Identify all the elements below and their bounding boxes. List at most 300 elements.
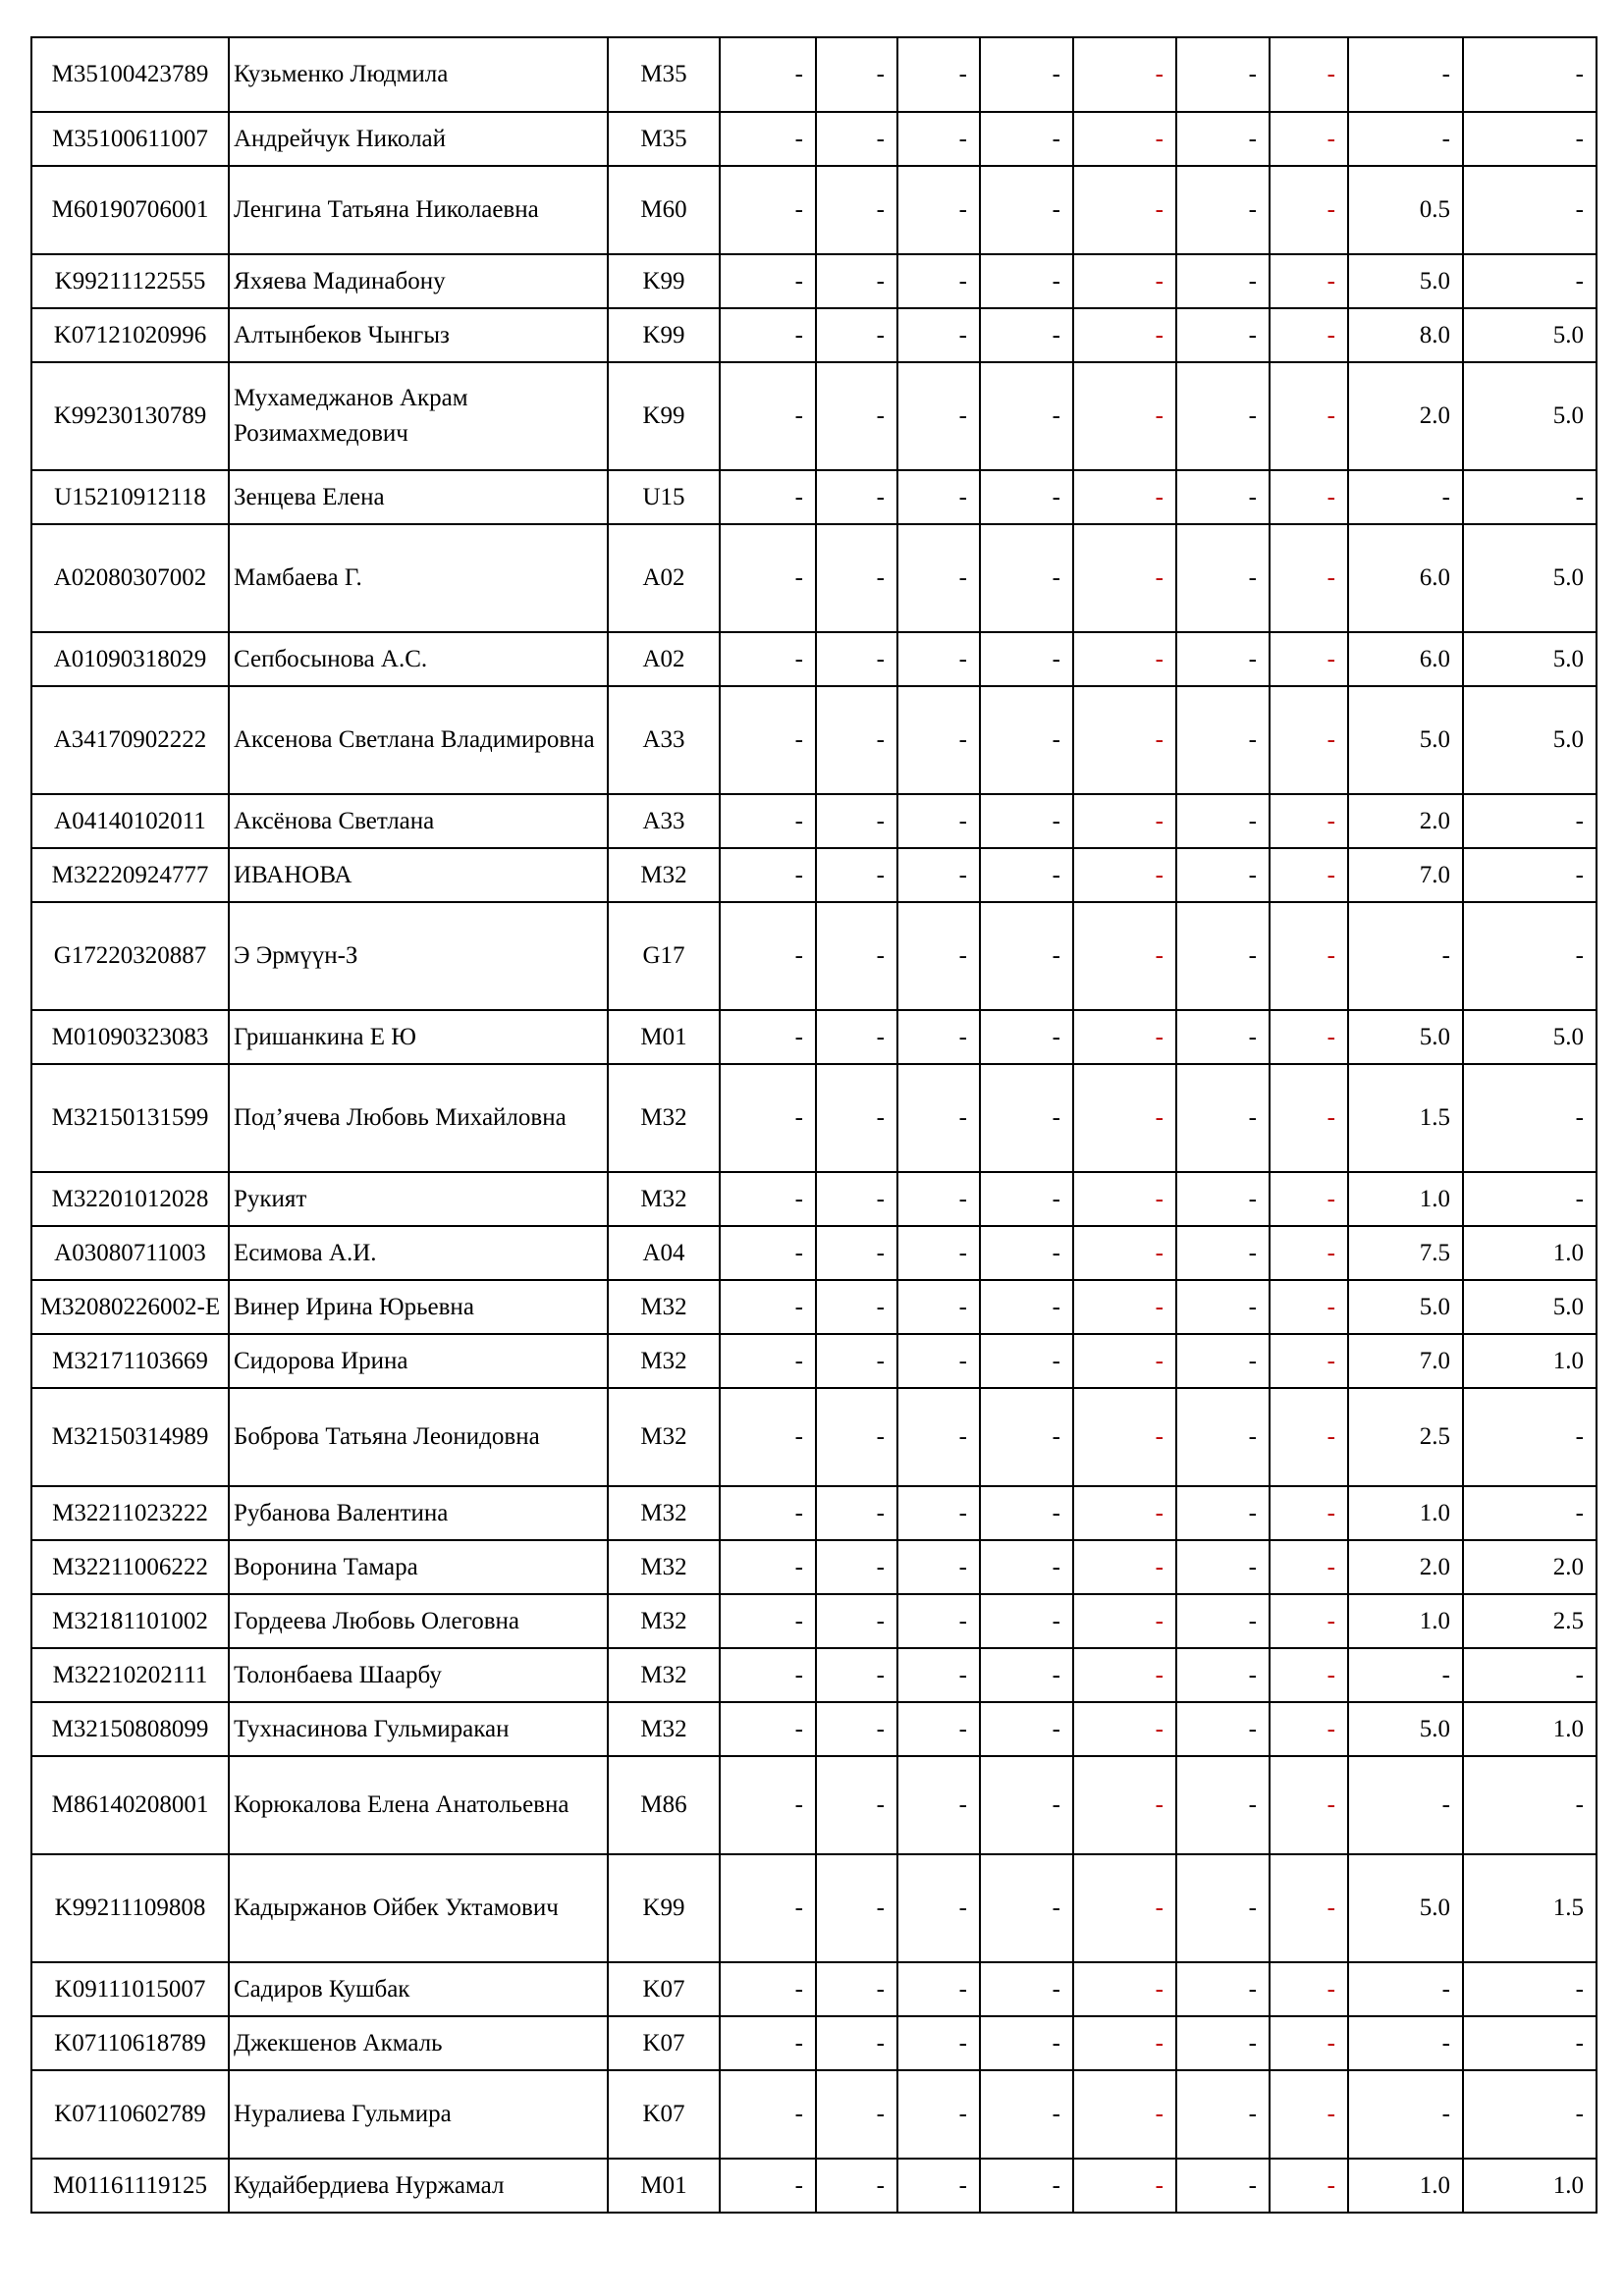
participant-id-cell: G17220320887	[31, 902, 229, 1010]
group-code-cell: K99	[608, 362, 720, 470]
score-cell: -	[816, 848, 897, 902]
participant-id-cell: M01090323083	[31, 1010, 229, 1064]
score-cell: -	[1176, 524, 1270, 632]
score-cell: -	[897, 2159, 980, 2213]
score-cell: -	[897, 1962, 980, 2016]
score-cell: -	[1073, 362, 1176, 470]
score-cell: -	[1348, 2016, 1463, 2070]
score-cell: -	[897, 112, 980, 166]
score-cell: -	[1270, 1540, 1348, 1594]
score-cell: -	[1270, 1594, 1348, 1648]
score-cell: -	[1073, 1486, 1176, 1540]
group-code-cell: M32	[608, 1172, 720, 1226]
score-cell: -	[1270, 848, 1348, 902]
score-cell: -	[1463, 1486, 1597, 1540]
score-cell: 5.0	[1348, 1854, 1463, 1962]
score-cell: -	[720, 1334, 816, 1388]
score-cell: -	[1270, 2159, 1348, 2213]
score-cell: 1.0	[1348, 1594, 1463, 1648]
participant-name-cell: Рукият	[229, 1172, 608, 1226]
score-cell: -	[720, 2070, 816, 2159]
participant-id-cell: M32211023222	[31, 1486, 229, 1540]
group-code-cell: M35	[608, 112, 720, 166]
score-cell: 1.0	[1348, 1172, 1463, 1226]
score-cell: -	[1073, 308, 1176, 362]
score-cell: -	[980, 686, 1073, 794]
score-cell: -	[1348, 2070, 1463, 2159]
score-cell: -	[1176, 1854, 1270, 1962]
participant-name-cell: Мамбаева Г.	[229, 524, 608, 632]
participant-id-cell: M32150131599	[31, 1064, 229, 1172]
group-code-cell: M32	[608, 1486, 720, 1540]
participant-id-cell: A04140102011	[31, 794, 229, 848]
table-row	[31, 848, 1597, 902]
score-cell: -	[980, 1226, 1073, 1280]
score-cell: -	[816, 1172, 897, 1226]
participant-name-cell: Кадыржанов Ойбек Уктамович	[229, 1854, 608, 1962]
participant-name-cell: Винер Ирина Юрьевна	[229, 1280, 608, 1334]
table-row	[31, 686, 1597, 794]
score-cell: -	[816, 1648, 897, 1702]
table-row	[31, 1064, 1597, 1172]
score-cell: -	[816, 2159, 897, 2213]
score-cell: -	[1270, 1280, 1348, 1334]
score-cell: -	[816, 1280, 897, 1334]
score-cell: 1.0	[1463, 2159, 1597, 2213]
score-cell: -	[720, 1486, 816, 1540]
participant-id-cell: K07121020996	[31, 308, 229, 362]
table-row	[31, 166, 1597, 254]
participant-id-cell: A03080711003	[31, 1226, 229, 1280]
group-code-cell: A04	[608, 1226, 720, 1280]
participant-id-cell: M32220924777	[31, 848, 229, 902]
score-cell: -	[720, 1280, 816, 1334]
table-row	[31, 1702, 1597, 1756]
participant-name-cell: Андрейчук Николай	[229, 112, 608, 166]
score-cell: -	[1270, 686, 1348, 794]
score-cell: -	[1270, 362, 1348, 470]
participant-name-cell: Под’ячева Любовь Михайловна	[229, 1064, 608, 1172]
score-cell: -	[1176, 37, 1270, 112]
score-cell: -	[1463, 2070, 1597, 2159]
score-cell: -	[720, 1540, 816, 1594]
score-cell: -	[1073, 1280, 1176, 1334]
score-cell: -	[720, 524, 816, 632]
score-cell: 5.0	[1463, 308, 1597, 362]
score-cell: -	[1176, 166, 1270, 254]
score-cell: -	[720, 1702, 816, 1756]
participant-id-cell: K99211122555	[31, 254, 229, 308]
score-cell: -	[980, 794, 1073, 848]
score-cell: -	[720, 1756, 816, 1854]
score-cell: -	[1176, 686, 1270, 794]
score-cell: -	[897, 1594, 980, 1648]
participant-id-cell: M01161119125	[31, 2159, 229, 2213]
score-cell: -	[1176, 1172, 1270, 1226]
score-cell: 7.5	[1348, 1226, 1463, 1280]
score-cell: -	[980, 37, 1073, 112]
participant-id-cell: M60190706001	[31, 166, 229, 254]
score-cell: -	[1463, 902, 1597, 1010]
score-cell: -	[1270, 524, 1348, 632]
group-code-cell: M86	[608, 1756, 720, 1854]
score-cell: -	[720, 1388, 816, 1486]
score-cell: -	[980, 632, 1073, 686]
participant-id-cell: A01090318029	[31, 632, 229, 686]
score-cell: -	[980, 112, 1073, 166]
score-cell: -	[897, 1540, 980, 1594]
score-cell: -	[720, 2016, 816, 2070]
score-cell: 5.0	[1348, 1010, 1463, 1064]
group-code-cell: K99	[608, 308, 720, 362]
score-cell: -	[1176, 1226, 1270, 1280]
participant-name-cell: Аксёнова Светлана	[229, 794, 608, 848]
score-cell: -	[1073, 1388, 1176, 1486]
score-cell: -	[897, 1010, 980, 1064]
score-cell: -	[1176, 2070, 1270, 2159]
score-cell: 2.0	[1348, 362, 1463, 470]
score-cell: -	[720, 308, 816, 362]
score-cell: -	[1176, 794, 1270, 848]
score-cell: -	[1270, 1702, 1348, 1756]
score-cell: -	[1176, 470, 1270, 524]
table-row	[31, 1280, 1597, 1334]
score-cell: -	[816, 37, 897, 112]
participant-name-cell: Гришанкина Е Ю	[229, 1010, 608, 1064]
score-cell: -	[980, 1756, 1073, 1854]
score-cell: -	[1176, 1702, 1270, 1756]
score-cell: 5.0	[1463, 1280, 1597, 1334]
score-cell: -	[897, 166, 980, 254]
table-row	[31, 2070, 1597, 2159]
score-cell: -	[1463, 848, 1597, 902]
score-cell: -	[980, 2016, 1073, 2070]
participant-id-cell: M32181101002	[31, 1594, 229, 1648]
participant-name-cell: Аксенова Светлана Владимировна	[229, 686, 608, 794]
table-row	[31, 2016, 1597, 2070]
table-row	[31, 1010, 1597, 1064]
score-cell: 5.0	[1463, 632, 1597, 686]
score-cell: -	[816, 1540, 897, 1594]
group-code-cell: M32	[608, 1280, 720, 1334]
score-cell: -	[1176, 1280, 1270, 1334]
participant-name-cell: Сидорова Ирина	[229, 1334, 608, 1388]
score-cell: -	[1270, 1962, 1348, 2016]
score-cell: -	[980, 1334, 1073, 1388]
table-row	[31, 632, 1597, 686]
score-cell: 2.0	[1463, 1540, 1597, 1594]
score-cell: -	[816, 1010, 897, 1064]
score-cell: -	[1270, 1388, 1348, 1486]
score-cell: -	[1463, 166, 1597, 254]
score-cell: -	[720, 254, 816, 308]
score-cell: 2.5	[1348, 1388, 1463, 1486]
score-cell: -	[1176, 2159, 1270, 2213]
score-cell: 8.0	[1348, 308, 1463, 362]
participant-name-cell: Толонбаева Шаарбу	[229, 1648, 608, 1702]
score-cell: -	[1270, 1854, 1348, 1962]
score-cell: 5.0	[1463, 686, 1597, 794]
score-cell: -	[980, 1648, 1073, 1702]
score-cell: -	[1073, 632, 1176, 686]
score-cell: -	[897, 1226, 980, 1280]
score-cell: -	[897, 1280, 980, 1334]
score-cell: -	[720, 794, 816, 848]
score-cell: -	[1176, 362, 1270, 470]
participant-name-cell: Корюкалова Елена Анатольевна	[229, 1756, 608, 1854]
score-cell: 1.0	[1463, 1334, 1597, 1388]
score-cell: -	[720, 848, 816, 902]
score-cell: -	[897, 254, 980, 308]
group-code-cell: M32	[608, 1334, 720, 1388]
participant-id-cell: K99211109808	[31, 1854, 229, 1962]
score-cell: -	[816, 686, 897, 794]
score-cell: -	[720, 1172, 816, 1226]
participant-name-cell: Боброва Татьяна Леонидовна	[229, 1388, 608, 1486]
score-cell: -	[1176, 2016, 1270, 2070]
score-cell: -	[1348, 470, 1463, 524]
participant-name-cell: ИВАНОВА	[229, 848, 608, 902]
score-cell: -	[897, 2016, 980, 2070]
score-cell: -	[720, 362, 816, 470]
score-cell: 1.0	[1463, 1226, 1597, 1280]
participant-name-cell: Кудайбердиева Нуржамал	[229, 2159, 608, 2213]
score-cell: -	[1073, 1854, 1176, 1962]
score-cell: 5.0	[1463, 1010, 1597, 1064]
table-row	[31, 1756, 1597, 1854]
score-cell: -	[720, 470, 816, 524]
score-cell: -	[720, 166, 816, 254]
participant-id-cell: U15210912118	[31, 470, 229, 524]
score-cell: -	[1073, 848, 1176, 902]
score-cell: -	[816, 1962, 897, 2016]
group-code-cell: M01	[608, 2159, 720, 2213]
score-cell: -	[1073, 1756, 1176, 1854]
score-cell: -	[1073, 254, 1176, 308]
score-cell: -	[980, 1540, 1073, 1594]
score-cell: -	[816, 1486, 897, 1540]
score-cell: -	[720, 2159, 816, 2213]
score-cell: -	[1463, 1962, 1597, 2016]
table-row	[31, 524, 1597, 632]
participant-id-cell: M32171103669	[31, 1334, 229, 1388]
participant-id-cell: A34170902222	[31, 686, 229, 794]
score-cell: -	[897, 1702, 980, 1756]
score-cell: 5.0	[1348, 686, 1463, 794]
score-cell: -	[720, 1854, 816, 1962]
group-code-cell: G17	[608, 902, 720, 1010]
score-cell: -	[1073, 1172, 1176, 1226]
score-cell: -	[1463, 1172, 1597, 1226]
score-cell: -	[897, 524, 980, 632]
participant-name-cell: Мухамеджанов Акрам Розимахмедович	[229, 362, 608, 470]
score-cell: -	[1176, 1962, 1270, 2016]
score-cell: -	[720, 632, 816, 686]
participant-id-cell: K99230130789	[31, 362, 229, 470]
score-cell: -	[1270, 112, 1348, 166]
score-cell: 1.0	[1348, 2159, 1463, 2213]
participant-name-cell: Воронина Тамара	[229, 1540, 608, 1594]
score-cell: 1.0	[1463, 1702, 1597, 1756]
score-cell: -	[1348, 1648, 1463, 1702]
score-cell: -	[1463, 1064, 1597, 1172]
group-code-cell: M32	[608, 1064, 720, 1172]
score-cell: -	[720, 902, 816, 1010]
score-cell: -	[1176, 1486, 1270, 1540]
score-cell: -	[980, 1854, 1073, 1962]
group-code-cell: M60	[608, 166, 720, 254]
score-cell: 7.0	[1348, 1334, 1463, 1388]
score-cell: -	[897, 308, 980, 362]
score-cell: 6.0	[1348, 524, 1463, 632]
score-cell: -	[897, 848, 980, 902]
score-cell: -	[720, 686, 816, 794]
table-row	[31, 254, 1597, 308]
group-code-cell: K07	[608, 2016, 720, 2070]
score-cell: -	[1270, 308, 1348, 362]
score-cell: 5.0	[1463, 524, 1597, 632]
table-row	[31, 794, 1597, 848]
score-cell: -	[1348, 112, 1463, 166]
score-cell: -	[816, 112, 897, 166]
score-cell: -	[816, 1854, 897, 1962]
score-cell: -	[980, 1594, 1073, 1648]
score-cell: -	[1073, 1594, 1176, 1648]
score-cell: -	[1073, 686, 1176, 794]
score-cell: -	[720, 1648, 816, 1702]
score-cell: -	[1270, 1172, 1348, 1226]
group-code-cell: A02	[608, 524, 720, 632]
score-cell: -	[1176, 632, 1270, 686]
participant-name-cell: Садиров Кушбак	[229, 1962, 608, 2016]
participant-id-cell: M35100611007	[31, 112, 229, 166]
participant-id-cell: K07110618789	[31, 2016, 229, 2070]
score-cell: 2.0	[1348, 794, 1463, 848]
score-cell: -	[897, 1486, 980, 1540]
score-cell: -	[1270, 2070, 1348, 2159]
score-cell: -	[980, 308, 1073, 362]
group-code-cell: K07	[608, 2070, 720, 2159]
score-cell: -	[720, 1226, 816, 1280]
score-cell: -	[1176, 254, 1270, 308]
score-cell: -	[1463, 37, 1597, 112]
score-cell: -	[1073, 1962, 1176, 2016]
table-row	[31, 1334, 1597, 1388]
score-cell: -	[1073, 1010, 1176, 1064]
group-code-cell: A33	[608, 686, 720, 794]
score-cell: -	[980, 848, 1073, 902]
participant-name-cell: Нуралиева Гульмира	[229, 2070, 608, 2159]
group-code-cell: M35	[608, 37, 720, 112]
score-cell: -	[720, 37, 816, 112]
score-cell: -	[1176, 902, 1270, 1010]
score-cell: 2.0	[1348, 1540, 1463, 1594]
score-cell: -	[1270, 1486, 1348, 1540]
table-row	[31, 902, 1597, 1010]
score-cell: -	[1073, 37, 1176, 112]
score-cell: -	[980, 524, 1073, 632]
participant-name-cell: Рубанова Валентина	[229, 1486, 608, 1540]
score-cell: -	[897, 37, 980, 112]
score-cell: -	[1270, 1226, 1348, 1280]
score-cell: -	[980, 254, 1073, 308]
score-cell: -	[1073, 1064, 1176, 1172]
score-cell: -	[897, 794, 980, 848]
score-cell: -	[1073, 112, 1176, 166]
score-cell: -	[816, 2016, 897, 2070]
score-cell: -	[1270, 794, 1348, 848]
score-cell: -	[1348, 1962, 1463, 2016]
score-cell: -	[980, 1486, 1073, 1540]
score-cell: -	[1073, 1334, 1176, 1388]
score-cell: -	[1176, 1010, 1270, 1064]
table-row	[31, 2159, 1597, 2213]
score-cell: -	[816, 1756, 897, 1854]
participant-name-cell: Кузьменко Людмила	[229, 37, 608, 112]
group-code-cell: M32	[608, 1702, 720, 1756]
score-cell: -	[1270, 902, 1348, 1010]
score-cell: -	[1348, 1756, 1463, 1854]
score-cell: -	[1270, 632, 1348, 686]
participant-id-cell: M32201012028	[31, 1172, 229, 1226]
table-row	[31, 1854, 1597, 1962]
score-cell: -	[1073, 2016, 1176, 2070]
score-cell: -	[1463, 1388, 1597, 1486]
score-cell: -	[1270, 2016, 1348, 2070]
score-cell: 7.0	[1348, 848, 1463, 902]
group-code-cell: K99	[608, 254, 720, 308]
score-cell: 1.5	[1463, 1854, 1597, 1962]
score-cell: -	[816, 1226, 897, 1280]
table-row	[31, 1486, 1597, 1540]
score-cell: -	[720, 112, 816, 166]
score-cell: -	[980, 362, 1073, 470]
score-cell: -	[816, 1064, 897, 1172]
score-cell: -	[720, 1962, 816, 2016]
participant-name-cell: Алтынбеков Чынгыз	[229, 308, 608, 362]
score-cell: -	[1270, 1756, 1348, 1854]
participant-name-cell: Яхяева Мадинабону	[229, 254, 608, 308]
participant-name-cell: Сепбосынова А.С.	[229, 632, 608, 686]
score-cell: -	[980, 1702, 1073, 1756]
score-cell: -	[1270, 1010, 1348, 1064]
score-cell: -	[980, 470, 1073, 524]
score-cell: -	[897, 1854, 980, 1962]
score-cell: 5.0	[1463, 362, 1597, 470]
group-code-cell: A33	[608, 794, 720, 848]
participant-name-cell: Э Эрмүүн-З	[229, 902, 608, 1010]
score-cell: -	[897, 1388, 980, 1486]
participant-name-cell: Есимова А.И.	[229, 1226, 608, 1280]
score-cell: -	[1348, 902, 1463, 1010]
table-row	[31, 1594, 1597, 1648]
score-cell: -	[980, 1064, 1073, 1172]
score-cell: -	[720, 1064, 816, 1172]
group-code-cell: K99	[608, 1854, 720, 1962]
participant-id-cell: K09111015007	[31, 1962, 229, 2016]
group-code-cell: M32	[608, 848, 720, 902]
score-cell: -	[897, 686, 980, 794]
score-cell: -	[1073, 1226, 1176, 1280]
group-code-cell: U15	[608, 470, 720, 524]
participant-id-cell: M35100423789	[31, 37, 229, 112]
score-cell: 5.0	[1348, 1280, 1463, 1334]
score-cell: -	[1176, 1648, 1270, 1702]
score-cell: -	[816, 166, 897, 254]
score-cell: 5.0	[1348, 254, 1463, 308]
score-cell: -	[1176, 308, 1270, 362]
score-cell: 0.5	[1348, 166, 1463, 254]
